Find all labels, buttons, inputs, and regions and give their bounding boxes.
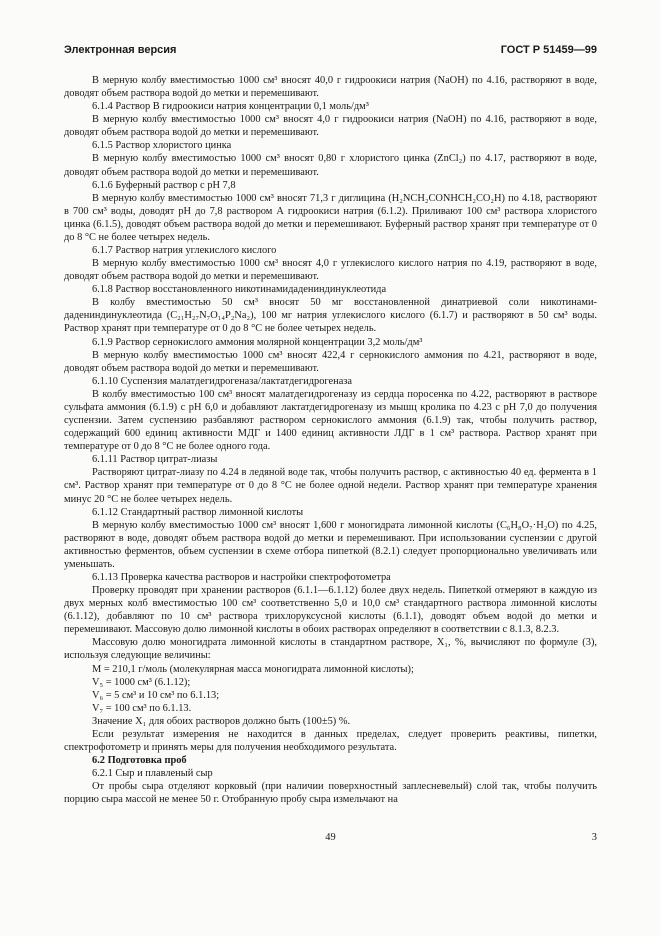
paragraph: В мерную колбу вместимостью 1000 см³ вносят 1,600 г моногидрата лимонной кислоты (C₆H₈O₇·H₂O) по 4.25, растворяют в воде, доводят объем раствора водой до метки и перемешивают. При использовании суспензии с другой активностью ферментов, объем суспензии в схеме отбора пипеткой (8.2.1) следует пропорционально увеличивать или уменьшать. [64,519,597,570]
section-heading: 6.1.7 Раствор натрия углекислого кислого [92,245,277,257]
list-item: M = 210,1 г/моль (молекулярная масса моногидрата лимонной кислоты); [92,663,414,675]
section-heading: 6.2.1 Сыр и плавленый сыр [92,768,213,780]
page-number: 49 [325,832,336,843]
paragraph: В мерную колбу вместимостью 1000 см³ вносят 40,0 г гидроокиси натрия (NaOH) по 4.16, растворяют в воде, доводят объем раствора водой до метки и перемешивают. [64,75,597,100]
paragraph: В мерную колбу вместимостью 1000 см³ вносят 4,0 г гидроокиси натрия (NaOH) по 4.16, растворяют в воде, доводят объем раствора водой до метки и перемешивают. [64,114,597,139]
paragraph: В мерную колбу вместимостью 1000 см³ вносят 0,80 г хлористого цинка (ZnCl₂) по 4.17, растворяют в воде, доводят объем раствора водой до метки и перемешивают. [64,153,597,178]
paragraph: В колбу вместимостью 100 см³ вносят малатдегидрогеназу из сердца поросенка по 4.22, растворяют в растворе сульфата аммония (6.1.9) с pH 6,0 и добавляют лактатдегидрогеназу из мышц кролика по 4.23 с pH 7,0 до получения суспензии. Затем суспензию разбавляют раствором сернокислого аммония (6.1.9) так, чтобы получить раствор, содержащий 600 единиц активности МДГ и 1400 единиц активности ЛДГ в 1 см³ раствора. Раствор хранят при температуре от 0 до 8 °С не более одного года. [64,388,597,453]
section-heading: 6.1.5 Раствор хлористого цинка [92,140,232,152]
list-item: V₅ = 1000 см³ (6.1.12); [92,676,191,688]
section-heading: 6.1.9 Раствор сернокислого аммония молярной концентрации 3,2 моль/дм³ [92,336,423,348]
section-heading: 6.1.8 Раствор восстановленного никотинамидадениндинуклеотида [92,284,387,296]
section-heading: 6.1.6 Буферный раствор с pH 7,8 [92,179,236,191]
paragraph: Если результат измерения не находится в данных пределах, следует проверить реактивы, пипетки, спектрофотометр и принять меры для получения необходимого результата. [64,728,597,753]
list-item: V₇ = 100 см³ по 6.1.13. [92,702,192,714]
list-item: V₆ = 5 см³ и 10 см³ по 6.1.13; [92,689,220,701]
page-header [64,44,597,56]
paragraph: От пробы сыра отделяют корковый (при наличии поверхностный заплесневелый) слой так, чтобы получить порцию сыра массой не менее 50 г. Отобранную пробу сыра измельчают на [64,781,597,806]
section-heading: 6.2 Подготовка проб [92,755,187,767]
section-heading: 6.1.11 Раствор цитрат-лиазы [92,454,218,466]
section-heading: 6.1.13 Проверка качества растворов и настройки спектрофотометра [92,571,391,583]
paragraph: В колбу вместимостью 50 см³ вносят 50 мг восстановленной динатриевой соли никотинами-дадениндинуклеотида (C₂₁H₂₇N₇O₁₄P₂Na₂), 100 мг натрия углекислого кислого (6.1.7) и растворяют в 50 см³ воды. Раствор хранят при температуре от 0 до 8 °С не более четырех недель. [64,297,597,335]
header-left: Электронная версия [64,44,177,56]
section-heading: 6.1.10 Суспензия малатдегидрогеназа/лактатдегидрогеназа [92,375,353,387]
paragraph: Массовую долю моногидрата лимонной кислоты в стандартном растворе, X₁, %, вычисляют по формуле (3), используя следующие величины: [64,637,597,662]
paragraph: Растворяют цитрат-лиазу по 4.24 в ледяной воде так, чтобы получить раствор, с активностью 40 ед. фермента в 1 см³. Раствор хранят при температуре от 0 до 8 °С не более одной недели. Раствор хранят при температуре хранения минус 20 °С не более четырех недель. [64,467,597,505]
paragraph: Значение X₁ для обоих растворов должно быть (100±5) %. [92,715,351,727]
section-heading: 6.1.12 Стандартный раствор лимонной кислоты [92,506,304,518]
section-heading: 6.1.4 Раствор В гидроокиси натрия концентрации 0,1 моль/дм³ [92,101,369,113]
paragraph: Проверку проводят при хранении растворов (6.1.1—6.1.12) более двух недель. Пипеткой отмеряют в каждую из двух мерных колб вместимостью 100 см³ соответственно 5,0 и 10,0 см³ стандартного раствора лимонной кислоты (6.1.12), добавляют по 10 см³ раствора трихлоруксусной кислоты (6.1.1), доводят объем водой до метки и перемешивают. Массовую долю лимонной кислоты в обоих растворах определяют в соответствии с 8.1.3, 8.2.3. [64,585,597,636]
corner-page-number: 3 [591,832,597,843]
header-right: ГОСТ Р 51459—99 [500,44,597,56]
paragraph: В мерную колбу вместимостью 1000 см³ вносят 422,4 г сернокислого аммония по 4.21, растворяют в воде, доводят объем раствора водой до метки и перемешивают. [64,349,597,374]
paragraph: В мерную колбу вместимостью 1000 см³ вносят 4,0 г углекислого кислого натрия по 4.19, растворяют в воде, доводят объем раствора водой до метки и перемешивают. [64,258,597,283]
paragraph: В мерную колбу вместимостью 1000 см³ вносят 71,3 г диглицина (H₂NCH₂CONHCH₂CO₂H) по 4.18, растворяют в 700 см³ воды, доводят pH до 7,8 раствором А гидроокиси натрия (6.1.2). Приливают 100 см³ раствора хлористого цинка (6.1.5), доводят объем раствора водой до метки и перемешивают. Буферный раствор хранят при температуре от 0 до 8 °С не более четырех недель. [64,192,597,243]
document-body [64,74,597,806]
